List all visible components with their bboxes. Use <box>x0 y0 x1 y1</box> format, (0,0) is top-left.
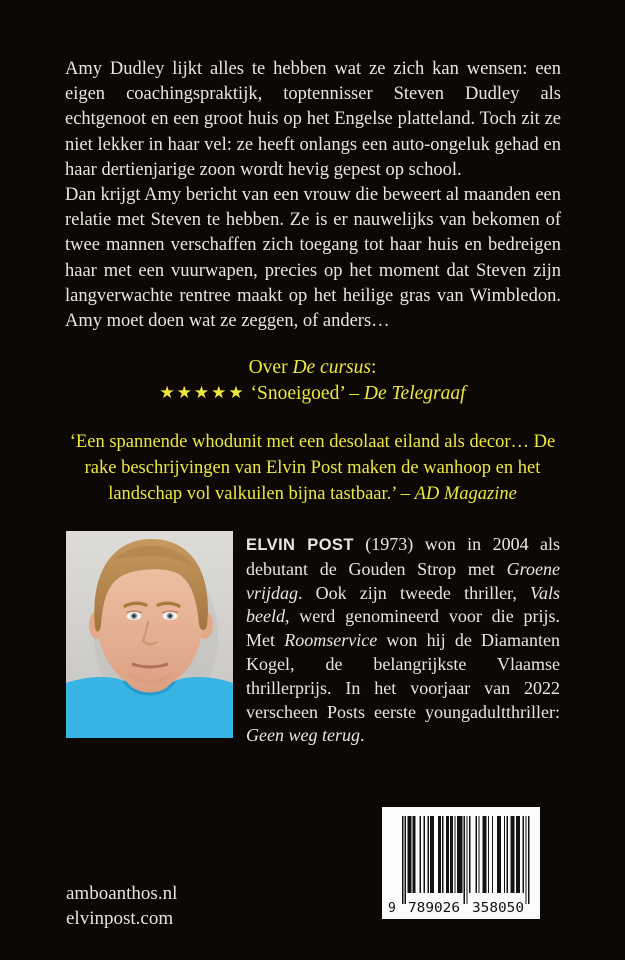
author-photo <box>66 531 233 738</box>
author-bio <box>246 531 560 748</box>
isbn-barcode <box>382 807 540 919</box>
five-star-rating-icon: ★★★★★ <box>159 383 246 403</box>
barcode-bars <box>382 807 540 919</box>
svg-text:9: 9 <box>388 901 396 916</box>
website-elvinpost: elvinpost.com <box>66 907 174 929</box>
website-amboanthos: amboanthos.nl <box>66 883 178 904</box>
author-bio-body: (1973) won in 2004 als debutant de Gouden Strop met Groene vrijdag. Ook zijn tweede thriller, Vals beeld, werd genomineerd voor die prijs. Met Roomservice won hij de Diamanten Kogel, de belangrijkste Vlaamse thrillerprijs. In het voorjaar van 2022 verscheen Posts eerste youngadultthriller: Geen weg terug. <box>246 534 561 746</box>
review-quote: ‘Snoeigoed’ – De Telegraaf <box>245 383 466 404</box>
publisher-websites <box>66 882 177 931</box>
svg-text:789026: 789026 <box>408 901 460 916</box>
review-heading: Over De cursus: <box>248 357 377 378</box>
svg-text:358050: 358050 <box>472 901 524 916</box>
synopsis-paragraph-2: Dan krijgt Amy bericht van een vrouw die beweert al maanden een relatie met Steven te hebben. Ze is er nauwelijks van bekomen of twee mannen verschaffen zich toegang tot haar huis en bedreigen haar met een vuurwapen, precies op het moment dat Steven zijn langverwachte rentree maakt op het heilige gras van Wimbledon. Amy moet doen wat ze zeggen, of anders… <box>65 185 561 332</box>
review-rating-line <box>0 381 625 407</box>
pull-quote: ‘Een spannende whodunit met een desolaat eiland als decor… De rake beschrijvingen van Elvin Post maken de wanhoop en het landschap vol valkuilen bijna tastbaar.’ – AD Magazine <box>69 432 556 504</box>
synopsis-paragraph-1: Amy Dudley lijkt alles te hebben wat ze zich kan wensen: een eigen coachingspraktijk, toptennisser Steven Dudley als echtgenoot en een groot huis op het Engelse platteland. Toch zit ze niet lekker in haar vel: ze heeft onlangs een auto-ongeluk gehad en haar dertienjarige zoon wordt hevig gepest op school. <box>65 59 561 180</box>
synopsis <box>65 57 561 334</box>
author-portrait-illustration <box>66 531 233 738</box>
author-name: ELVIN POST <box>246 536 354 554</box>
previous-book-review <box>0 355 625 407</box>
author-section <box>66 531 560 748</box>
author-bio-text <box>246 533 560 748</box>
